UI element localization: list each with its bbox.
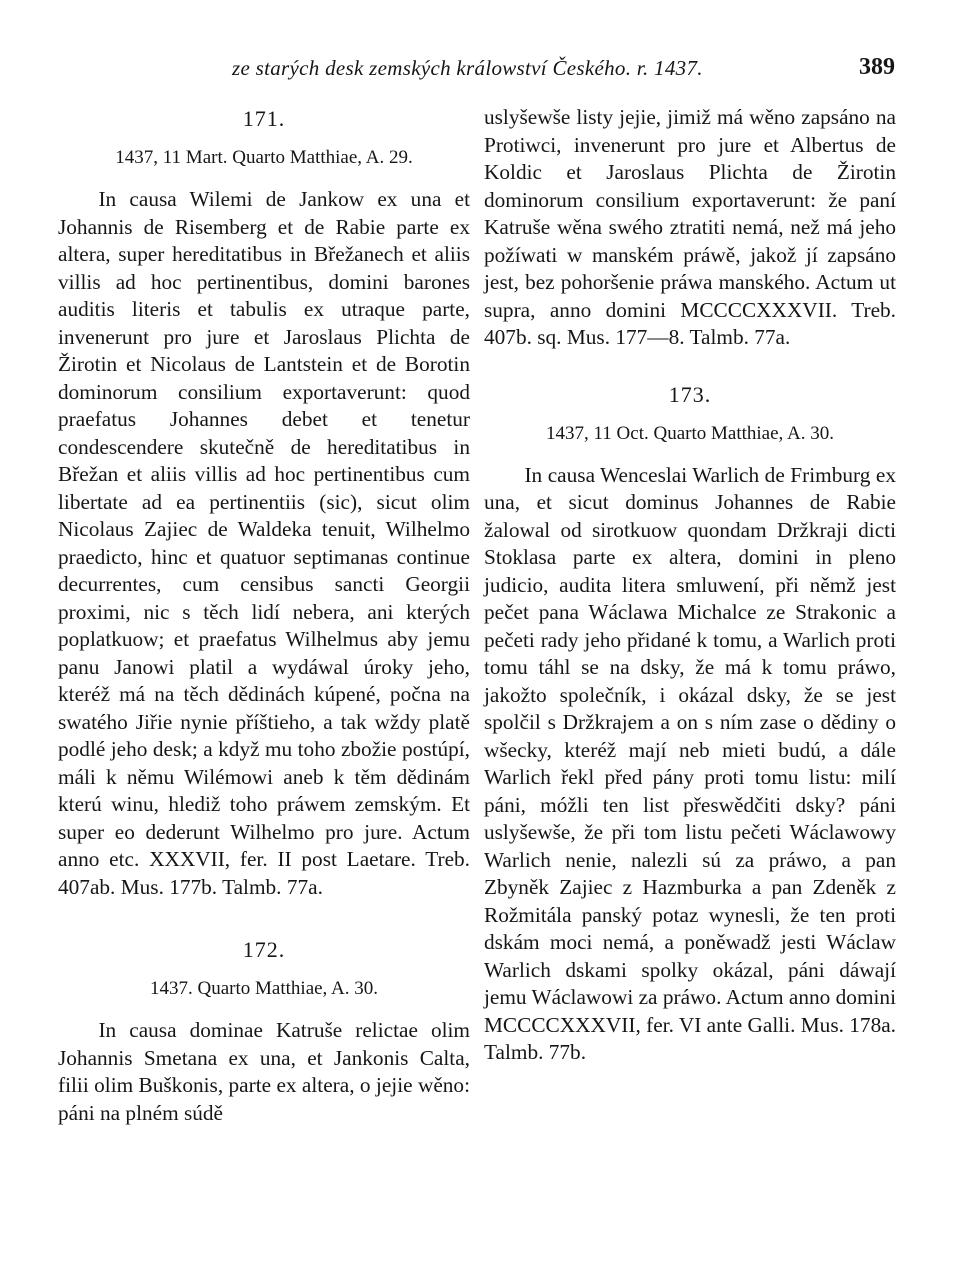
entry-date-171: 1437, 11 Mart. Quarto Matthiae, A. 29. — [115, 147, 413, 168]
entry-text-173: In causa Wenceslai Warlich de Frimburg ex una, et sicut dominus Johannes de Rabie žalowal od sirotkuow quondam Držkraji dicti Stoklasa parte ex altera, domini in pleno judicio, audita litera smluwení, při němž jest pečet pana Wáclawa Michalce ze Strakonic a pečeti rady jeho přidané k tomu, a Warlich proti tomu táhl se na dsky, že má k tomu práwo, jakožto společník, i okázal dsky, že se jest spolčil s Držkrajem a on s ním zase o dědiny o wšecky, kteréž mají neb mieti budú, a dále Warlich řekl před pány proti tomu listu: milí páni, móžli ten list přeswědčiti dsky? páni uslyšewše, že při tom listu pečeti Wáclawowy Warlich nenie, nalezli sú za práwo, a pan Zbyněk Zajiec z Hazmburka a pan Zdeněk z Rožmitála panský potaz wynesli, že ten proti dskám moci nemá, a poněwadž jesti Wáclaw Warlich dskami spolky okázal, páni dáwají jemu Wáclawowi za práwo. Actum anno domini MCCCCXXXVII, fer. VI ante Galli. Mus. 178a. Talmb. 77b. — [484, 462, 896, 1064]
entry-separator — [484, 352, 896, 380]
entry-number-171: 171. — [242, 106, 286, 131]
left-column — [58, 104, 470, 1127]
entry-date-173: 1437, 11 Oct. Quarto Matthiae, A. 30. — [546, 422, 834, 444]
entry-text-171: In causa Wilemi de Jankow ex una et Johannis de Risemberg et de Rabie parte ex altera, super hereditatibus in Břežanech et aliis villis ad hoc pertinentibus, domini barones auditis literis et tabulis ex utraque parte, invenerunt pro jure et Jaroslaus Plichta de Žirotin et Nicolaus de Lantstein et de Borotin dominorum consilium exportaverunt: quod praefatus Johannes debet et tenetur condescendere skutečně de hereditatibus in Břežan et aliis villis ad hoc pertinentibus cum libertate ad ea pertinentiis (sic), sicut olim Nicolaus Zajiec de Waldeka tenuit, Wilhelmo praedicto, hinc et quatuor septimanas continue decurrentes, cum censibus sancti Georgii proximi, nic s těch lidí nebera, ani kterých poplatkuow; et praefatus Wilhelmus aby jemu panu Janowi platil a wydáwal úroky jeho, kteréž má na těch dědinách kúpené, počna na swatého Jiřie nynie příštieho, a tak wždy platě podlé jeho desk; a když mu toho zbožie postúpí, máli k němu Wilémowi aneb k těm dědinám kterú winu, hlediž toho práwem zemským. Et super eo dederunt Wilhelmo pro jure. Actum anno etc. XXXVII, fer. II post Laetare. Treb. 407ab. Mus. 177b. Talmb. 77a. — [58, 187, 470, 899]
right-column — [484, 104, 896, 1067]
entry-number-172: 172. — [242, 937, 286, 962]
entry-text-172: In causa dominae Katruše relictae olim Johannis Smetana ex una, et Jankonis Calta, filii olim Buškonis, parte ex altera, o jejie wěno: páni na plném súdě — [58, 1018, 470, 1125]
running-title: ze starých desk zemských králowství Českého. r. 1437. — [232, 56, 703, 80]
entry-separator — [58, 901, 470, 935]
entry-text-172-continued: uslyšewše listy jejie, jimiž má wěno zapsáno na Protiwci, invenerunt pro jure et Albertus de Koldic et Jaroslaus Plichta de Žirotin dominorum consilium exportaverunt: že paní Katruše wěna swého ztratiti nemá, než má jeho požíwati w manském práwě, jakož jí zapsáno jest, bez pohoršenie práwa manského. Actum ut supra, anno domini MCCCCXXXVII. Treb. 407b. sq. Mus. 177—8. Talmb. 77a. — [484, 105, 896, 349]
entry-date-172: 1437. Quarto Matthiae, A. 30. — [150, 978, 378, 999]
entry-number-173: 173. — [668, 381, 712, 407]
page-number: 389 — [859, 54, 895, 80]
